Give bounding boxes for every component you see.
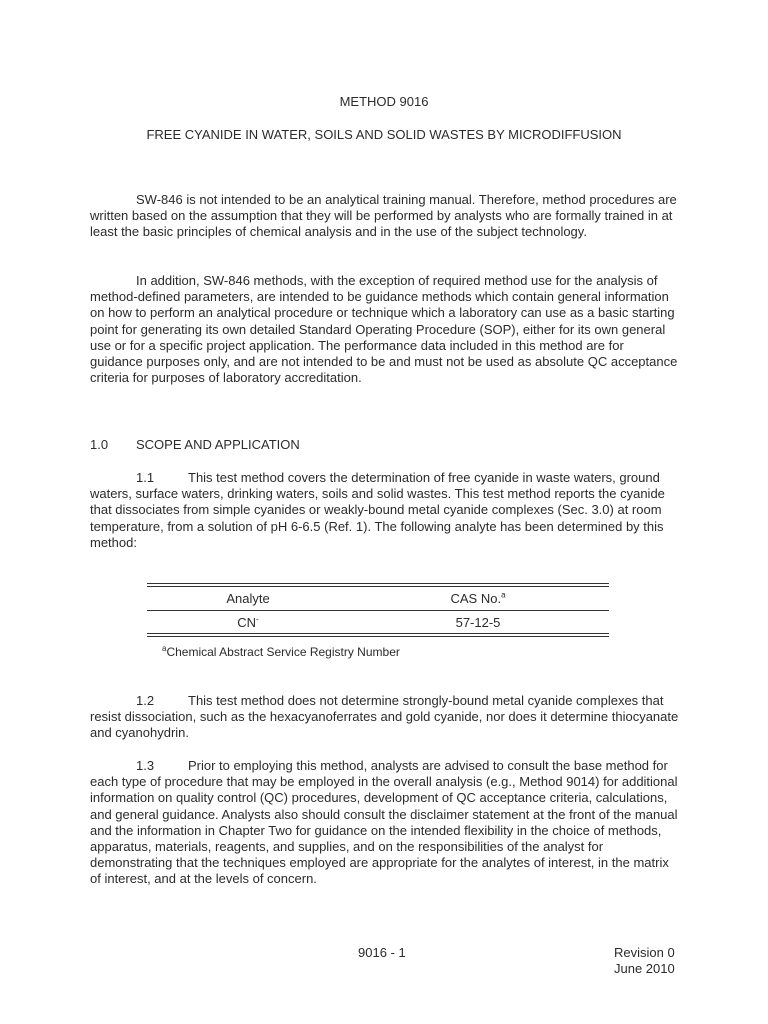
paragraph-number: 1.2 [136,693,155,708]
table-cell-cas: 57-12-5 [455,615,501,630]
table-cell-analyte: CN- [237,614,259,630]
column-header-cas: CAS No.$^a$ [450,590,506,606]
table-bottom-rule [147,633,609,634]
paragraph-number: 1.1 [136,470,155,485]
table-top-rule [147,583,609,584]
table-top-rule-2 [147,586,609,587]
table-header-rule [147,610,609,611]
document-title: FREE CYANIDE IN WATER, SOILS AND SOLID WASTES BY MICRODIFFUSION [146,127,622,142]
table-footnote: $^a$Chemical Abstract Service Registry Number [162,644,400,659]
intro-paragraph-2: In addition, SW-846 methods, with the exception of required method use for the analysis of method-defined parameters, are intended to be guidance methods which contain general information on how to perform an analytical procedure or technique which a laboratory can use as a basic starting point for generating its own detailed Standard Operating Procedure (SOP), either for its own general use or for a specific project application. The performance data included in this method are for guidance purposes only, and are not intended to be and must not be used as absolute QC acceptance criteria for purposes of laboratory accreditation. [90,273,678,386]
paragraph-1-3: 1.3 Prior to employing this method, analysts are advised to consult the base method for each type of procedure that may be employed in the overall analysis (e.g., Method 9014) for additional information on quality control (QC) procedures, development of QC acceptance criteria, calculations, and general guidance. Analysts also should consult the disclaimer statement at the front of the manual and the information in Chapter Two for guidance on the intended flexibility in the choice of methods, apparatus, materials, reagents, and supplies, and on the responsibilities of the analyst for demonstrating that the techniques employed are appropriate for the analytes of interest, in the matrix of interest, and at the levels of concern. [90,758,678,887]
footnote-marker: a [501,590,506,600]
method-number: METHOD 9016 [339,94,429,109]
paragraph-number: 1.3 [136,758,155,773]
section-number: 1.0 [90,437,109,452]
paragraph-1-2: 1.2 This test method does not determine strongly-bound metal cyanide complexes that resist dissociation, such as the hexacyanoferrates and gold cyanide, nor does it determine thiocyanate and cyanohydrin. [90,693,679,741]
section-title: SCOPE AND APPLICATION [136,437,300,452]
intro-paragraph-1: SW-846 is not intended to be an analytical training manual. Therefore, method procedures are written based on the assumption that they will be performed by analysts who are formally trained in at least the basic principles of chemical analysis and in the use of the subject technology. [90,192,677,240]
table-bottom-rule-2 [147,636,609,637]
page-number: 9016 - 1 [358,945,406,960]
paragraph-1-1: 1.1 This test method covers the determination of free cyanide in waste waters, ground waters, surface waters, drinking waters, soils and solid wastes. This test method reports the cyanide that dissociates from simple cyanides or weakly-bound metal cyanide complexes (Sec. 3.0) at room temperature, from a solution of pH 6-6.5 (Ref. 1). The following analyte has been determined by this method: [90,470,665,550]
revision-label: Revision 0 [614,945,675,960]
revision-date: June 2010 [614,961,675,976]
section-heading [90,437,300,452]
column-header-analyte: Analyte [226,591,270,606]
